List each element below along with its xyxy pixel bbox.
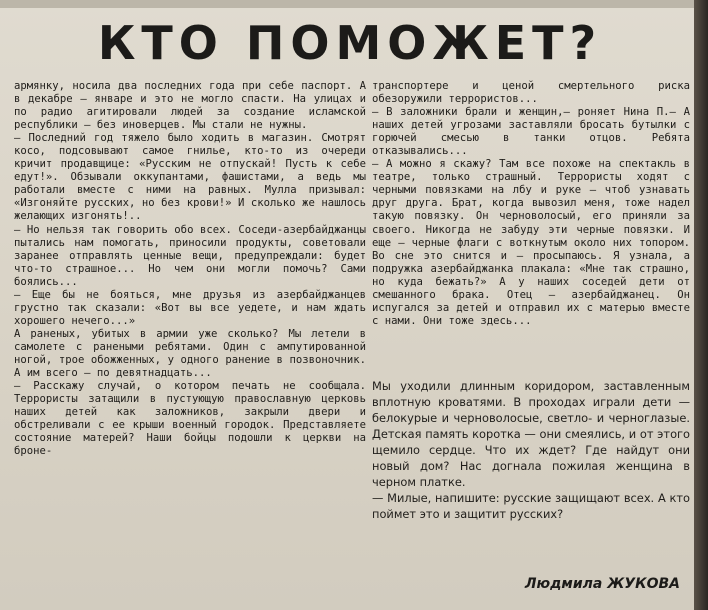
article-column-right-top xyxy=(372,80,690,372)
paragraph: — Милые, напишите: русские защищают всех. А кто поймет это и защитит русских? xyxy=(372,491,690,521)
paragraph: — В заложники брали и женщин,— роняет Нина П.— А наших детей угрозами заставляли бросать бутылки с горючей смесью в танки отцов. Ребята отказывались... xyxy=(372,106,690,158)
paragraph: транспортере и ценой смертельного риска обезоружили террористов... xyxy=(372,80,690,106)
article-column-right-bottom xyxy=(372,378,690,578)
paragraph: А раненых, убитых в армии уже сколько? Мы летели в самолете с ранеными ребятами. Один с ампутированной ногой, трое обожженных, у одного ранение в позвоночник. А им всего — по девятнадцать... xyxy=(14,327,366,380)
page-edge xyxy=(694,0,708,610)
paragraph: — Расскажу случай, о котором печать не сообщала. Террористы затащили в пустующую православную церковь наших детей как заложников, закрыли двери и обстреливали с ее крыши военный городок. Представляете состояние матерей? Наши бойцы подошли к церкви на броне- xyxy=(14,380,366,458)
paragraph: — Еще бы не бояться, мне друзья из азербайджанцев грустно так сказали: «Вот вы все уедете, и нам ждать хорошего нечего...» xyxy=(14,288,366,327)
article-column-left xyxy=(14,80,366,602)
author-byline: Людмила ЖУКОВА xyxy=(524,576,680,592)
paragraph: — А можно я скажу? Там все похоже на спектакль в театре, только страшный. Террористы ходят с черными повязками на лбу и руке — чтоб узнавать друг друга. Брат, когда вывозил меня, тоже надел такую повязку. Он черноволосый, его приняли за своего. Никогда не забуду эти черные повязки. И еще — черные флаги с воткнутым около них топором. Во сне это снится и — просыпаюсь. Я узнала, а подружка азербайджанка плакала: «Мне так страшно, но куда бежать?» А у наших соседей дети от смешанного брака. Отец — азербайджанец. Он испугался за детей и отправил их с матерью вместе с нами. Они тоже здесь... xyxy=(372,158,690,327)
article-headline: КТО ПОМОЖЕТ? xyxy=(97,16,603,70)
paragraph: армянку, носила два последних года при себе паспорт. А в декабре — январе и это не могло спасти. На улицах и по радио агитировали людей за создание исламской республики — без иноверцев. Мы стали не нужны. xyxy=(14,80,366,132)
paragraph: Мы уходили длинным коридором, заставленным вплотную кроватями. В проходах играли дети — белокурые и черноволосые, светло- и черноглазые. Детская память коротка — они смеялись, и от этого щемило сердце. Что их ждет? Где найдут они новый дом? Нас догнала пожилая женщина в черном платке. xyxy=(372,379,690,489)
paragraph: — Но нельзя так говорить обо всех. Соседи-азербайджанцы пытались нам помогать, приносили продукты, советовали заранее отправлять ценные вещи, предупреждали: будет что-то страшное... Но чем они могли помочь? Сами боялись... xyxy=(14,223,366,288)
paragraph: — Последний год тяжело было ходить в магазин. Смотрят косо, подсовывают самое гнилье, кто-то из очереди кричит продавщице: «Русским не отпускай! Пусть к себе едут!». Обзывали оккупантами, фашистами, а ведь мы работали вместе с ними на равных. Мулла призывал: «Изгоняйте русских, но без крови!» И сколько же нашлось желающих изгонять!.. xyxy=(14,132,366,223)
top-rule xyxy=(0,0,694,8)
